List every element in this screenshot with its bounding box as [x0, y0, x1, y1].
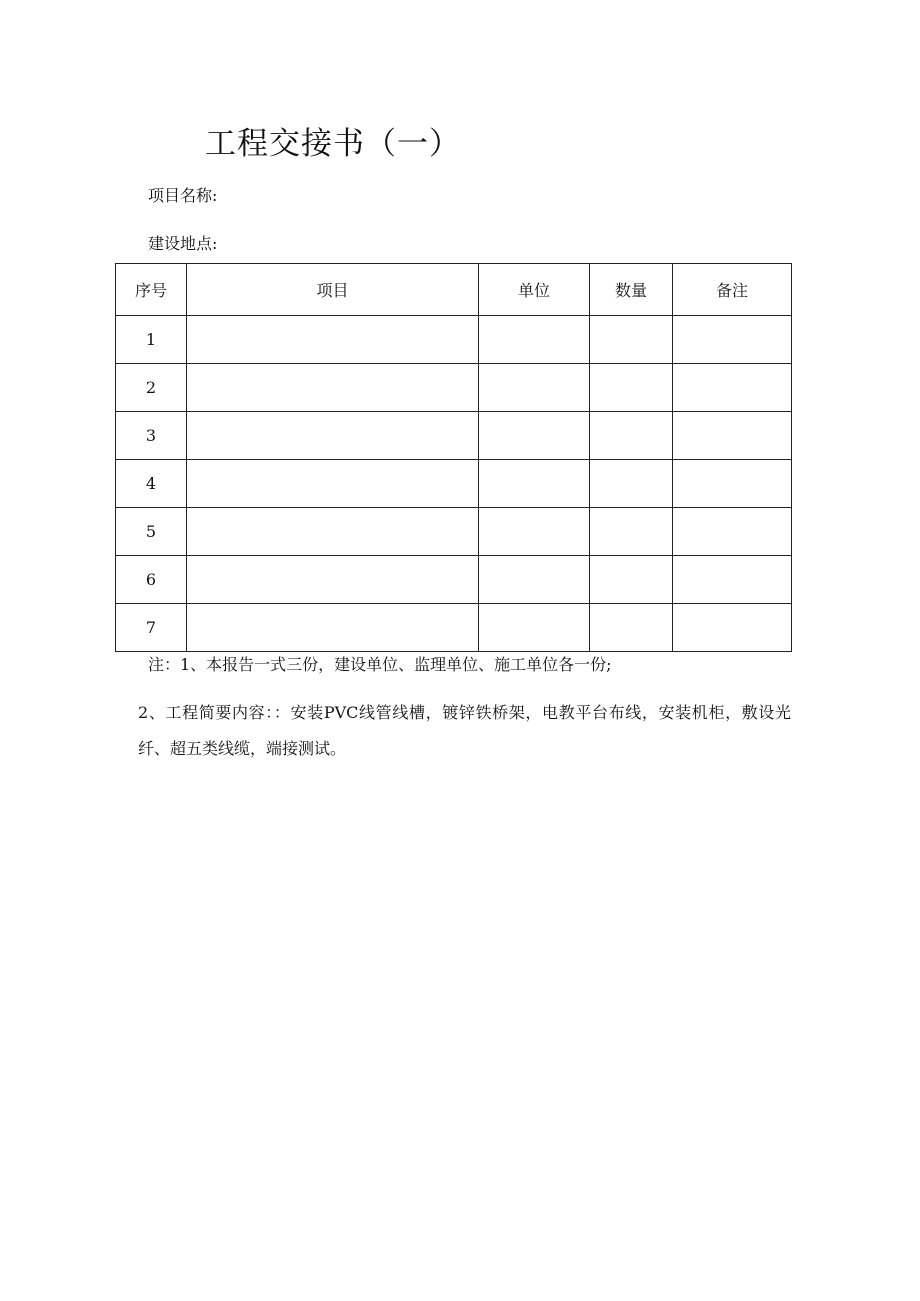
- cell-item: [187, 604, 479, 652]
- cell-unit: [479, 412, 590, 460]
- note-copies: 注：1、本报告一式三份，建设单位、监理单位、施工单位各一份;: [148, 655, 612, 674]
- cell-unit: [479, 508, 590, 556]
- cell-item: [187, 412, 479, 460]
- cell-no: 5: [116, 508, 187, 556]
- table-row: [116, 316, 792, 364]
- cell-quantity: [590, 316, 673, 364]
- header-quantity: 数量: [590, 264, 673, 316]
- header-no: 序号: [116, 264, 187, 316]
- project-name-label: 项目名称:: [148, 186, 218, 205]
- table-row: [116, 364, 792, 412]
- cell-unit: [479, 364, 590, 412]
- cell-unit: [479, 316, 590, 364]
- cell-quantity: [590, 556, 673, 604]
- header-item: 项目: [187, 264, 479, 316]
- cell-item: [187, 556, 479, 604]
- cell-remark: [673, 556, 792, 604]
- cell-quantity: [590, 364, 673, 412]
- cell-no: 4: [116, 460, 187, 508]
- cell-no: 1: [116, 316, 187, 364]
- cell-item: [187, 364, 479, 412]
- cell-item: [187, 460, 479, 508]
- table-row: [116, 412, 792, 460]
- cell-quantity: [590, 460, 673, 508]
- table-row: [116, 508, 792, 556]
- cell-remark: [673, 508, 792, 556]
- cell-item: [187, 316, 479, 364]
- table-row: [116, 604, 792, 652]
- site-label: 建设地点:: [148, 234, 218, 253]
- cell-quantity: [590, 412, 673, 460]
- header-remark: 备注: [673, 264, 792, 316]
- cell-no: 2: [116, 364, 187, 412]
- cell-no: 7: [116, 604, 187, 652]
- header-unit: 单位: [479, 264, 590, 316]
- cell-no: 3: [116, 412, 187, 460]
- handover-table: [115, 263, 792, 652]
- cell-unit: [479, 556, 590, 604]
- cell-unit: [479, 460, 590, 508]
- cell-remark: [673, 316, 792, 364]
- cell-item: [187, 508, 479, 556]
- cell-quantity: [590, 604, 673, 652]
- document-title: 工程交接书（一）: [205, 126, 461, 162]
- cell-remark: [673, 364, 792, 412]
- cell-remark: [673, 604, 792, 652]
- cell-remark: [673, 460, 792, 508]
- cell-quantity: [590, 508, 673, 556]
- note-scope: 2、工程简要内容：：安装PVC线管线槽，镀锌铁桥架，电教平台布线，安装机柜，敷设光纤、超五类线缆，端接测试。: [138, 703, 791, 758]
- table-row: [116, 556, 792, 604]
- table-header-row: [116, 264, 792, 316]
- cell-unit: [479, 604, 590, 652]
- cell-no: 6: [116, 556, 187, 604]
- table-row: [116, 460, 792, 508]
- cell-remark: [673, 412, 792, 460]
